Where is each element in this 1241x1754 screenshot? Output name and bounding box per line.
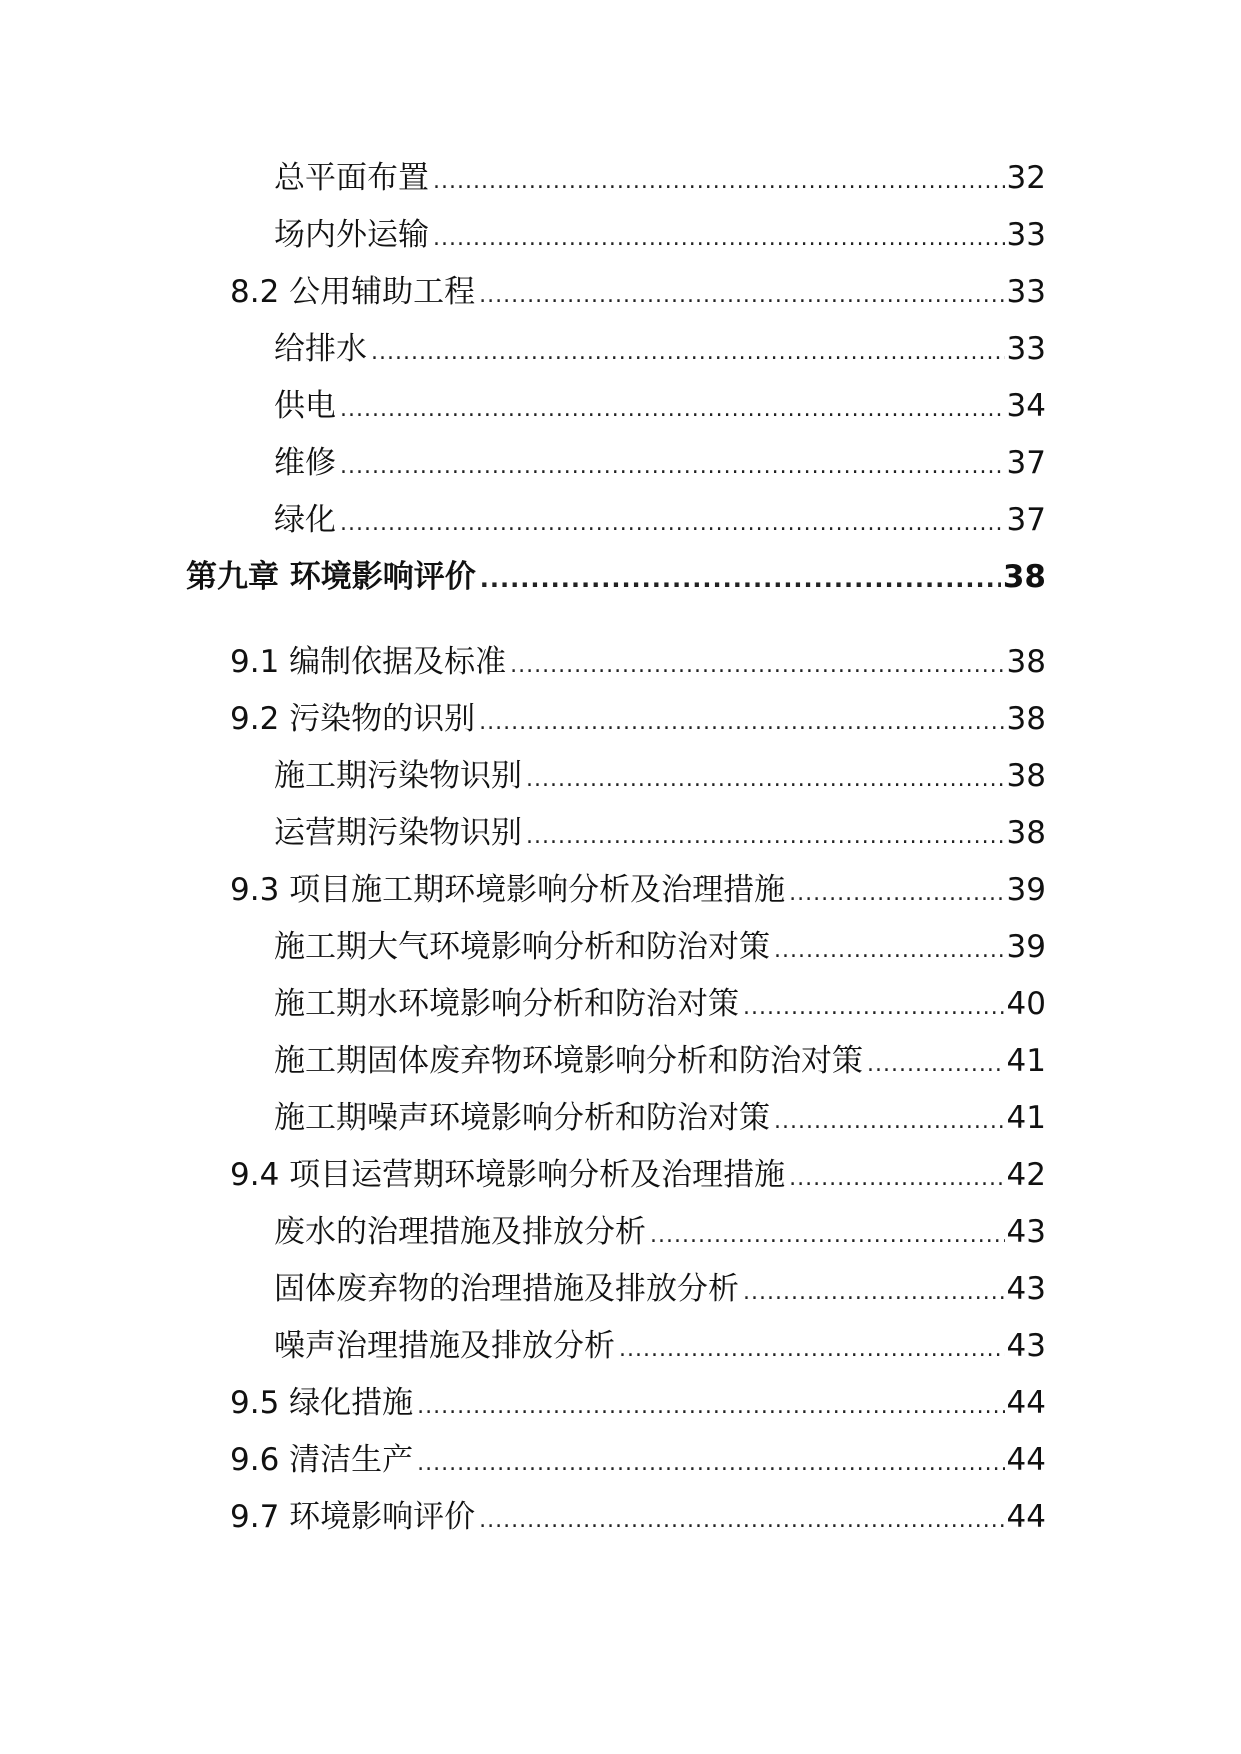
toc-entry-page-number: 39: [1006, 872, 1046, 908]
toc-entry-label: 噪声治理措施及排放分析: [274, 1328, 615, 1364]
toc-dot-leader: [480, 551, 1001, 608]
toc-entry[interactable]: [186, 492, 1046, 549]
toc-dot-leader: [417, 1378, 1004, 1435]
toc-dot-leader: [774, 922, 1005, 979]
toc-entry[interactable]: [186, 1090, 1046, 1147]
toc-entry-page-number: 39: [1006, 929, 1046, 965]
toc-entry-page-number: 44: [1006, 1499, 1046, 1535]
toc-entry[interactable]: [186, 1432, 1046, 1489]
toc-entry-page-number: 40: [1006, 986, 1046, 1022]
toc-entry-page-number: 33: [1006, 217, 1046, 253]
toc-dot-leader: [433, 153, 1005, 210]
toc-entry[interactable]: [186, 1033, 1046, 1090]
toc-entry-label: 场内外运输: [274, 217, 429, 253]
toc-entry-page-number: 33: [1006, 274, 1046, 310]
toc-entry-label: 9.7 环境影响评价: [230, 1499, 476, 1535]
toc-entry-page-number: 38: [1006, 644, 1046, 680]
toc-dot-leader: [867, 1036, 1005, 1093]
toc-dot-leader: [619, 1321, 1005, 1378]
toc-dot-leader: [789, 865, 1004, 922]
toc-chapter-entry[interactable]: [186, 549, 1046, 606]
table-of-contents: [186, 150, 1046, 1546]
toc-entry[interactable]: [186, 919, 1046, 976]
toc-entry-label: 9.1 编制依据及标准: [230, 644, 507, 680]
toc-entry[interactable]: [186, 1147, 1046, 1204]
toc-entry-page-number: 37: [1006, 445, 1046, 481]
toc-entry[interactable]: [186, 1318, 1046, 1375]
toc-dot-leader: [510, 637, 1004, 694]
toc-entry-label: 9.6 清洁生产: [230, 1442, 414, 1478]
toc-dot-leader: [526, 751, 1005, 808]
toc-entry-page-number: 44: [1006, 1385, 1046, 1421]
toc-entry[interactable]: [186, 1261, 1046, 1318]
toc-dot-leader: [479, 1492, 1004, 1549]
toc-entry-page-number: 38: [1006, 815, 1046, 851]
toc-entry[interactable]: [186, 805, 1046, 862]
toc-dot-leader: [650, 1207, 1005, 1264]
toc-dot-leader: [743, 1264, 1005, 1321]
toc-entry[interactable]: [186, 1489, 1046, 1546]
toc-entry-label: 施工期水环境影响分析和防治对策: [274, 986, 739, 1022]
toc-entry-label: 施工期大气环境影响分析和防治对策: [274, 929, 770, 965]
toc-dot-leader: [340, 495, 1005, 552]
toc-entry[interactable]: [186, 150, 1046, 207]
toc-dot-leader: [526, 808, 1005, 865]
toc-entry-page-number: 33: [1006, 331, 1046, 367]
toc-dot-leader: [789, 1150, 1004, 1207]
toc-dot-leader: [417, 1435, 1004, 1492]
toc-entry-page-number: 42: [1006, 1157, 1046, 1193]
toc-entry[interactable]: [186, 321, 1046, 378]
toc-entry-page-number: 38: [1002, 559, 1046, 595]
toc-entry-label: 废水的治理措施及排放分析: [274, 1214, 646, 1250]
toc-entry-label: 9.4 项目运营期环境影响分析及治理措施: [230, 1157, 786, 1193]
toc-entry-label: 9.2 污染物的识别: [230, 701, 476, 737]
toc-entry-label: 9.5 绿化措施: [230, 1385, 414, 1421]
toc-entry-label: 总平面布置: [274, 160, 429, 196]
toc-entry-page-number: 43: [1006, 1214, 1046, 1250]
toc-entry-page-number: 41: [1006, 1043, 1046, 1079]
toc-entry[interactable]: [186, 207, 1046, 264]
toc-entry-label: 绿化: [274, 502, 336, 538]
toc-entry-label: 第九章 环境影响评价: [186, 559, 476, 595]
toc-entry-page-number: 37: [1006, 502, 1046, 538]
toc-entry-page-number: 43: [1006, 1328, 1046, 1364]
toc-dot-leader: [479, 694, 1004, 751]
toc-entry-label: 供电: [274, 388, 336, 424]
toc-entry[interactable]: [186, 634, 1046, 691]
toc-dot-leader: [743, 979, 1005, 1036]
toc-entry-page-number: 38: [1006, 758, 1046, 794]
toc-dot-leader: [340, 381, 1005, 438]
toc-entry[interactable]: [186, 1375, 1046, 1432]
toc-entry-page-number: 32: [1006, 160, 1046, 196]
toc-entry[interactable]: [186, 748, 1046, 805]
toc-entry[interactable]: [186, 691, 1046, 748]
toc-dot-leader: [433, 210, 1005, 267]
toc-entry-label: 施工期固体废弃物环境影响分析和防治对策: [274, 1043, 863, 1079]
toc-entry[interactable]: [186, 264, 1046, 321]
toc-entry-page-number: 41: [1006, 1100, 1046, 1136]
toc-entry-label: 施工期污染物识别: [274, 758, 522, 794]
toc-entry-label: 8.2 公用辅助工程: [230, 274, 476, 310]
toc-entry-label: 运营期污染物识别: [274, 815, 522, 851]
toc-entry-label: 固体废弃物的治理措施及排放分析: [274, 1271, 739, 1307]
toc-entry-label: 9.3 项目施工期环境影响分析及治理措施: [230, 872, 786, 908]
toc-entry-page-number: 38: [1006, 701, 1046, 737]
toc-entry[interactable]: [186, 378, 1046, 435]
toc-entry-label: 给排水: [274, 331, 367, 367]
toc-entry-page-number: 44: [1006, 1442, 1046, 1478]
toc-entry-label: 维修: [274, 445, 336, 481]
toc-entry[interactable]: [186, 435, 1046, 492]
toc-dot-leader: [371, 324, 1005, 381]
toc-entry-page-number: 34: [1006, 388, 1046, 424]
toc-dot-leader: [340, 438, 1005, 495]
toc-entry-label: 施工期噪声环境影响分析和防治对策: [274, 1100, 770, 1136]
toc-entry[interactable]: [186, 976, 1046, 1033]
toc-dot-leader: [479, 267, 1004, 324]
toc-entry[interactable]: [186, 1204, 1046, 1261]
toc-entry[interactable]: [186, 862, 1046, 919]
toc-entry-page-number: 43: [1006, 1271, 1046, 1307]
toc-dot-leader: [774, 1093, 1005, 1150]
